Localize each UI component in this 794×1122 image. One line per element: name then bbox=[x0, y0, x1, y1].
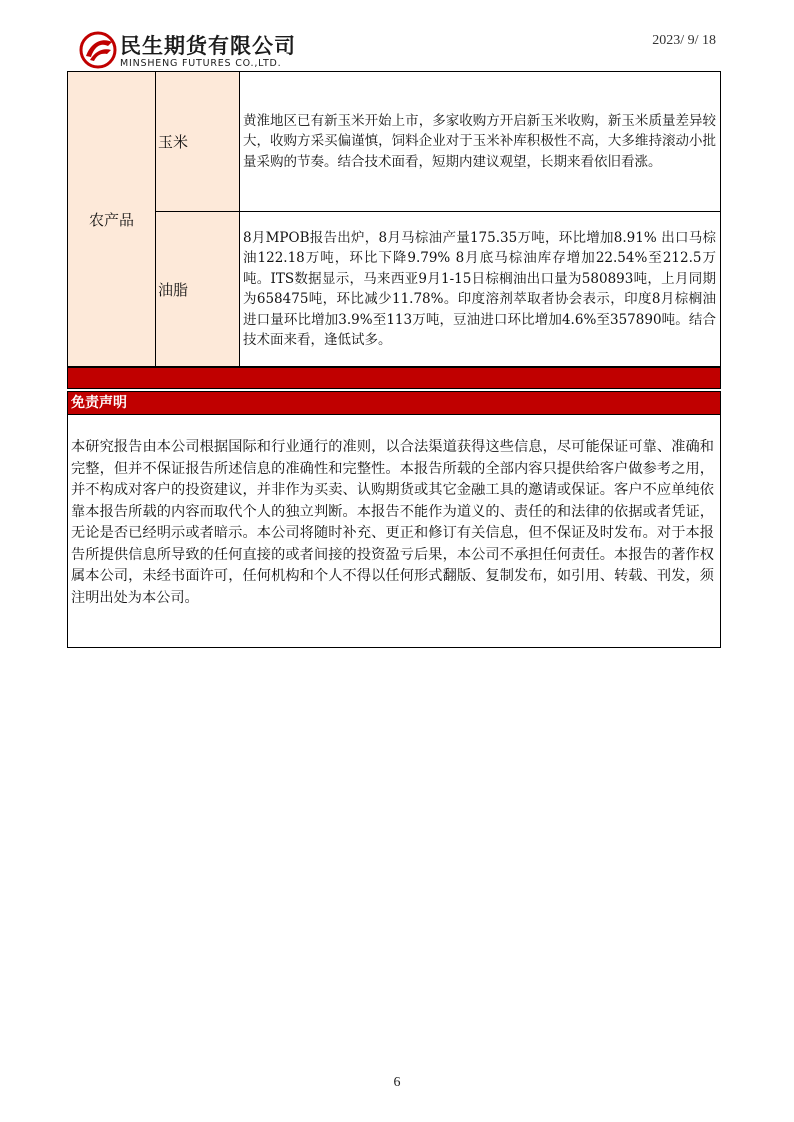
report-date: 2023/ 9/ 18 bbox=[652, 33, 716, 48]
disclaimer-title: 免责声明 bbox=[67, 391, 721, 415]
table-row bbox=[68, 72, 721, 212]
commentary-cell-oil: 8月MPOB报告出炉，8月马棕油产量175.35万吨，环比增加8.91% 出口马棕油122.18万吨，环比下降9.79% 8月底马棕油库存增加22.54%至212.5万吨。ITS数据显示，马来西亚9月1-15日棕榈油出口量为580893吨，上月同期为658475吨，环比减少11.78%。印度溶剂萃取者协会表示，印度8月棕榈油进口量环比增加3.9%至113万吨，豆油进口环比增加4.6%至357890吨。结合技术面来看，逢低试多。 bbox=[240, 212, 721, 367]
commentary-cell-corn: 黄淮地区已有新玉米开始上市，多家收购方开启新玉米收购，新玉米质量差异较大，收购方采买偏谨慎，饲料企业对于玉米补库积极性不高，大多维持滚动小批量采购的节奏。结合技术面看，短期内建议观望，长期来看依旧看涨。 bbox=[240, 72, 721, 212]
company-name-cn: 民生期货有限公司 bbox=[120, 34, 296, 58]
page-number: 6 bbox=[393, 1075, 401, 1090]
category-cell: 农产品 bbox=[68, 72, 156, 367]
item-cell-corn: 玉米 bbox=[156, 72, 240, 212]
minsheng-logo-icon bbox=[78, 30, 118, 70]
table-row bbox=[68, 212, 721, 367]
disclaimer-body: 本研究报告由本公司根据国际和行业通行的准则，以合法渠道获得这些信息，尽可能保证可靠、准确和完整，但并不保证报告所述信息的准确性和完整性。本报告所载的全部内容只提供给客户做参考之用，并不构成对客户的投资建议，并非作为买卖、认购期货或其它金融工具的邀请或保证。客户不应单纯依靠本报告所载的内容而取代个人的独立判断。本报告不能作为道义的、责任的和法律的依据或者凭证，无论是否已经明示或者暗示。本公司将随时补充、更正和修订有关信息，但不保证及时发布。对于本报告所提供信息所导致的任何直接的或者间接的投资盈亏后果，本公司不承担任何责任。本报告的著作权属本公司，未经书面许可，任何机构和个人不得以任何形式翻版、复制发布，如引用、转载、刊发，须注明出处为本公司。 bbox=[67, 415, 721, 648]
commodity-table bbox=[67, 71, 721, 367]
item-cell-oil: 油脂 bbox=[156, 212, 240, 367]
company-name-en: MINSHENG FUTURES CO.,LTD. bbox=[120, 58, 282, 69]
section-divider-bar bbox=[67, 367, 721, 389]
page-header bbox=[78, 22, 728, 72]
